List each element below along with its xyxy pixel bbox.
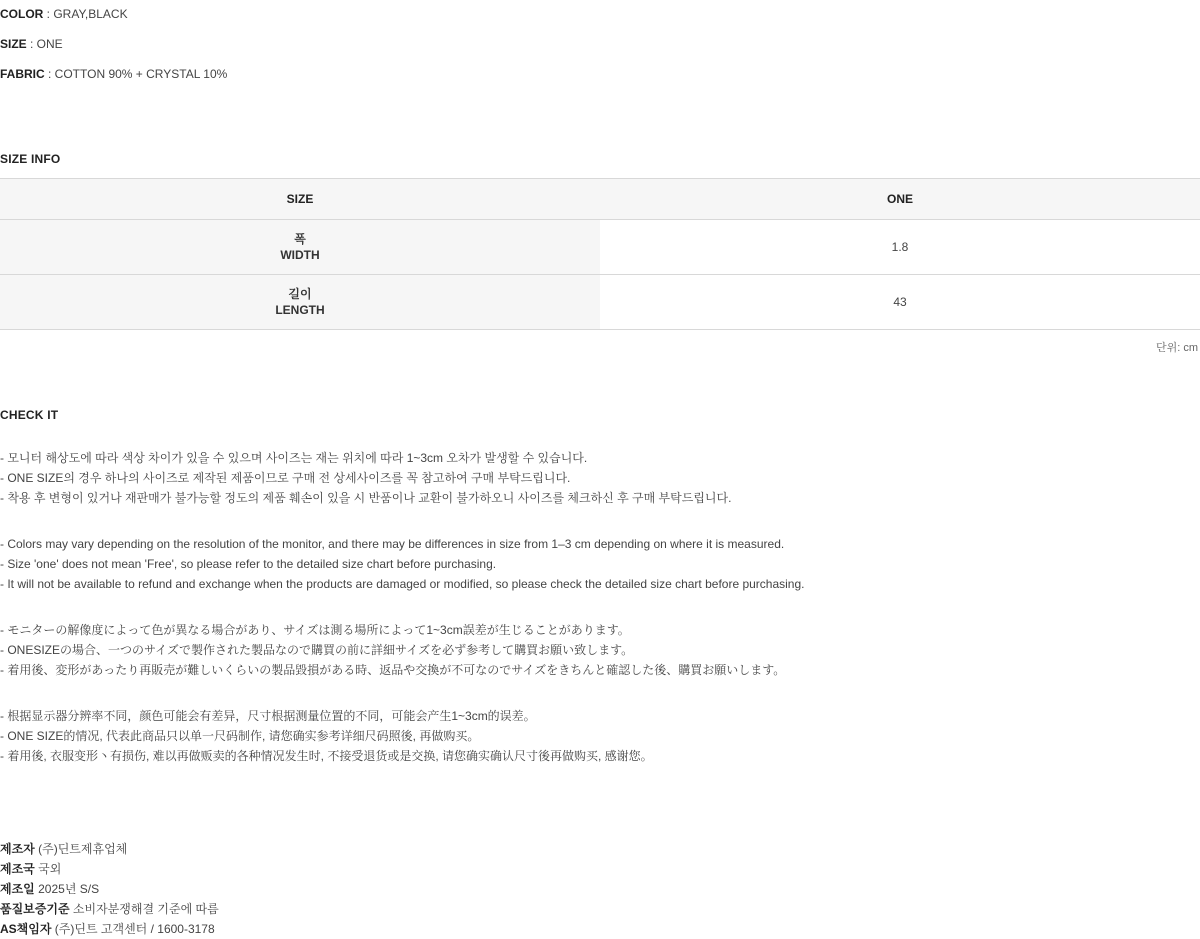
note-line: - 着用後、変形があったり再販売が難しいくらいの製品毀損がある時、返品や交換が不可なのでサイズをきちんと確認した後、購買お願いします。 xyxy=(0,663,786,677)
row-value-length: 43 xyxy=(600,275,1200,330)
row-label-length-ko: 길이 xyxy=(288,287,312,301)
maker-row-manufacturer xyxy=(0,839,1200,859)
row-value-width: 1.8 xyxy=(600,220,1200,275)
maker-label-warranty: 품질보증기준 xyxy=(0,902,70,916)
check-it-title: CHECK IT xyxy=(0,408,59,422)
header-one: ONE xyxy=(600,179,1200,220)
row-label-width xyxy=(0,220,600,275)
check-it-notes-zh xyxy=(0,706,1200,766)
manufacturer-info-block xyxy=(0,839,1200,939)
size-unit-note: 단위: cm xyxy=(1155,342,1198,354)
check-it-notes-ja xyxy=(0,620,1200,680)
check-it-notes-en xyxy=(0,534,1200,594)
maker-row-warranty xyxy=(0,899,1200,919)
note-line: - 根据显示器分辨率不同，颜色可能会有差异，尺寸根据测量位置的不同，可能会产生1~3cm的误差。 xyxy=(0,709,536,723)
maker-value-as-contact: (주)딘트 고객센터 / 1600-3178 xyxy=(54,922,215,936)
maker-value-manufacturer: (주)딘트제휴업체 xyxy=(38,842,128,856)
row-label-length xyxy=(0,275,600,330)
row-label-length-en: LENGTH xyxy=(275,303,325,317)
spec-row-color xyxy=(0,6,1200,22)
spec-label-size: SIZE xyxy=(0,37,27,51)
maker-row-date xyxy=(0,879,1200,899)
table-row xyxy=(0,220,1200,275)
maker-row-as-contact xyxy=(0,919,1200,939)
spec-row-size xyxy=(0,36,1200,52)
maker-label-as-contact: AS책임자 xyxy=(0,922,52,936)
note-line: - モニターの解像度によって色が異なる場合があり、サイズは測る場所によって1~3cm誤差が生じることがあります。 xyxy=(0,623,630,637)
size-table-body xyxy=(0,220,1200,330)
product-spec-block xyxy=(0,0,1200,82)
note-line: - ONESIZEの場合、一つのサイズで製作された製品なので購買の前に詳細サイズを必ず参考して購買お願い致します。 xyxy=(0,643,634,657)
maker-value-date: 2025년 S/S xyxy=(38,882,100,896)
maker-value-warranty: 소비자분쟁해결 기준에 따름 xyxy=(72,902,219,916)
spec-value-fabric: : COTTON 90% + CRYSTAL 10% xyxy=(44,67,228,81)
size-info-table xyxy=(0,178,1200,330)
maker-label-manufacturer: 제조자 xyxy=(0,842,35,856)
note-line: - Size 'one' does not mean 'Free', so please refer to the detailed size chart before purchasing. xyxy=(0,557,497,571)
note-line: - It will not be available to refund and exchange when the products are damaged or modified, so please check the detailed size chart before purchasing. xyxy=(0,577,805,591)
maker-label-date: 제조일 xyxy=(0,882,35,896)
maker-label-country: 제조국 xyxy=(0,862,35,876)
spec-value-size: : ONE xyxy=(26,37,63,51)
row-label-width-ko: 폭 xyxy=(294,232,306,246)
row-label-width-en: WIDTH xyxy=(280,248,320,262)
spec-row-fabric xyxy=(0,66,1200,82)
check-it-notes-ko xyxy=(0,448,1200,508)
header-size: SIZE xyxy=(0,179,600,220)
table-header-row xyxy=(0,179,1200,220)
spec-label-fabric: FABRIC xyxy=(0,67,45,81)
spec-label-color: COLOR xyxy=(0,7,44,21)
note-line: - ONE SIZE的情况, 代表此商品只以单一尺码制作, 请您确实参考详细尺码照後, 再做购买。 xyxy=(0,729,480,743)
note-line: - 모니터 해상도에 따라 색상 차이가 있을 수 있으며 사이즈는 재는 위치에 따라 1~3cm 오차가 발생할 수 있습니다. xyxy=(0,451,588,465)
maker-row-country xyxy=(0,859,1200,879)
note-line: - 착용 후 변형이 있거나 재판매가 불가능할 정도의 제품 훼손이 있을 시 반품이나 교환이 불가하오니 사이즈를 체크하신 후 구매 부탁드립니다. xyxy=(0,491,732,505)
maker-value-country: 국외 xyxy=(38,862,62,876)
size-info-title: SIZE INFO xyxy=(0,152,61,166)
note-line: - 着用後, 衣服变形丶有损伤, 难以再做贩卖的各种情况发生时, 不接受退货或是交换, 请您确实确认尺寸後再做购买, 感谢您。 xyxy=(0,749,653,763)
size-table-head xyxy=(0,179,1200,220)
note-line: - ONE SIZE의 경우 하나의 사이즈로 제작된 제품이므로 구매 전 상세사이즈를 꼭 참고하여 구매 부탁드립니다. xyxy=(0,471,571,485)
spec-value-color: : GRAY,BLACK xyxy=(43,7,128,21)
table-row xyxy=(0,275,1200,330)
note-line: - Colors may vary depending on the resolution of the monitor, and there may be differences in size from 1–3 cm depending on where it is measured. xyxy=(0,537,785,551)
